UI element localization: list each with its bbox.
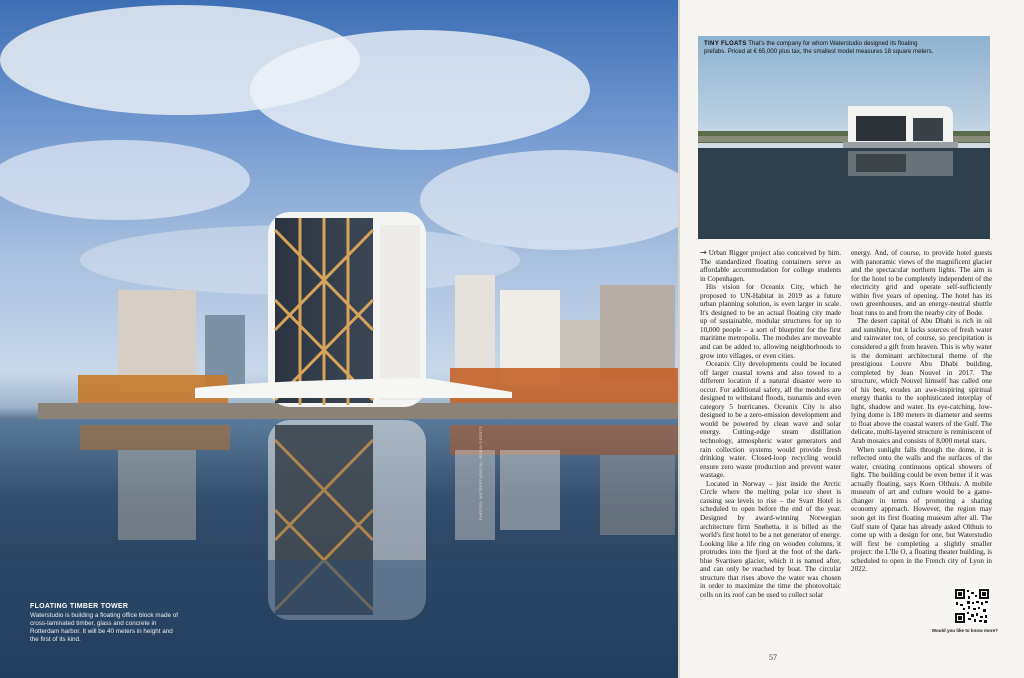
floating-prefab-image	[698, 36, 990, 239]
right-page	[680, 0, 1024, 678]
inset-caption-text: That's the company for whom Waterstudio designed its floating prefabs. Priced at € 65,000 plus tax, the smallest model measures 18 square meters.	[704, 40, 934, 55]
article-paragraph: energy. And, of course, to provide hotel guests with panoramic views of the magnificent glacier and the spectacular northern lights. The aim is for the hotel to be completely independent of the electricity grid and operate self-sufficiently within five years of opening. The hotel has its own greenhouses, and an energy-neutral shuttle boat runs to and from the nearby city of Bodø.	[851, 249, 992, 317]
arrow-right-icon: →	[700, 248, 707, 257]
page-number: 57	[769, 653, 777, 662]
article-paragraph: Oceanix City developments could be located off larger coastal towns and also towed to a different location if a natural disaster were to occur. For additional safety, all the modules are designed to withstand floods, tsunamis and even category 5 hurricanes. Oceanix City is also designed to be a zero-emission development and would be powered by clean wave and solar energy. Cutting-edge steam distillation technology, atmospheric water generators and rain collection systems would provide fresh drinking water. Closed-loop recycling would ensure zero waste production and prevent water wastage.	[700, 360, 841, 480]
article-paragraph: His vision for Oceanix City, which he proposed to UN-Habitat in 2019 as a future urban planning solution, is even larger in scale. It's designed to be an actual floating city made up of sustainable, modular structures for up to 10,000 people – a sort of blueprint for the first maritime metropolis. The modules are moveable and can be added to, allowing neighborhoods to grow into villages, or even cities.	[700, 283, 841, 360]
article-paragraph: The desert capital of Abu Dhabi is rich in oil and sunshine, but it lacks sources of fresh water and rainwater too, of course, so precipitation is considered a gift from heaven. This is why water is the dominant architectural theme of the prestigious Louvre Abu Dhabi building, completed by Jean Nouvel in 2017. The structure, which Nouvel himself has called one of his best, exudes an awe-inspiring spiritual energy thanks to the sophisticated interplay of light, shadow and water. Its eye-catching, low-lying dome is 180 meters in diameter and seems to float above the coastal waters of the Gulf. The delicate, multi-layered structure is reminiscent of Arab mosaics and consists of 8,000 metal stars.	[851, 317, 992, 446]
inset-caption-title: TINY FLOATS	[704, 40, 747, 47]
article-paragraph: Located in Norway – just inside the Arctic Circle where the melting polar ice sheet is causing sea levels to rise – the Svart Hotel is scheduled to open before the end of the year. Designed by award-winning Norwegian architecture firm Snøhetta, it is billed as the world's first hotel to be a net generator of energy. Looking like a life ring on wooden columns, it protrudes into the fjord at the foot of the dark-blue Svartisen glacier, which it is named after, and can only be reached by boat. The circular structure that rises above the water was chosen in order to maximize the time the photovoltaic cells on its roof can be used to collect solar	[700, 479, 841, 599]
photo-caption-title: FLOATING TIMBER TOWER	[30, 603, 129, 610]
inset-photo	[698, 36, 990, 239]
article-column-1	[700, 249, 841, 599]
article-body	[700, 249, 992, 649]
photo-caption-text: Waterstudio is building a floating office block made of cross-laminated timber, glass and concrete in Rotterdam harbor. It will be 40 meters in height and the first of its kind.	[30, 612, 179, 643]
photo-caption	[30, 603, 180, 644]
article-paragraph: When sunlight falls through the dome, it is reflected onto the walls and the surfaces of the water, creating continuous optical showers of light. The building could be even better if it was actually floating, says Koen Olthuis. A mobile museum of art and culture would be a game-changer in terms of promoting a sharing economy approach. However, the region may soon get its first floating museum after all. The Gulf state of Qatar has already asked Olthuis to come up with a design for one, but Waterstudio will first be completing a slightly smaller project: the L'Ile O, a floating theater building, is scheduled to open in the French city of Lyon in 2022.	[851, 445, 992, 574]
article-paragraph: → Urban Rigger project also conceived by him. The standardized floating containers serve as affordable accommodation for college students in Copenhagen.	[700, 248, 841, 283]
article-column-2	[851, 249, 992, 574]
qr-caption: Would you like to know more?	[931, 628, 998, 633]
qr-code-icon[interactable]	[954, 588, 990, 624]
photo-credit: PHOTOS: WATERSTUDIO.NL; ROBIN GEERTS	[478, 426, 483, 520]
inset-caption	[704, 40, 936, 55]
